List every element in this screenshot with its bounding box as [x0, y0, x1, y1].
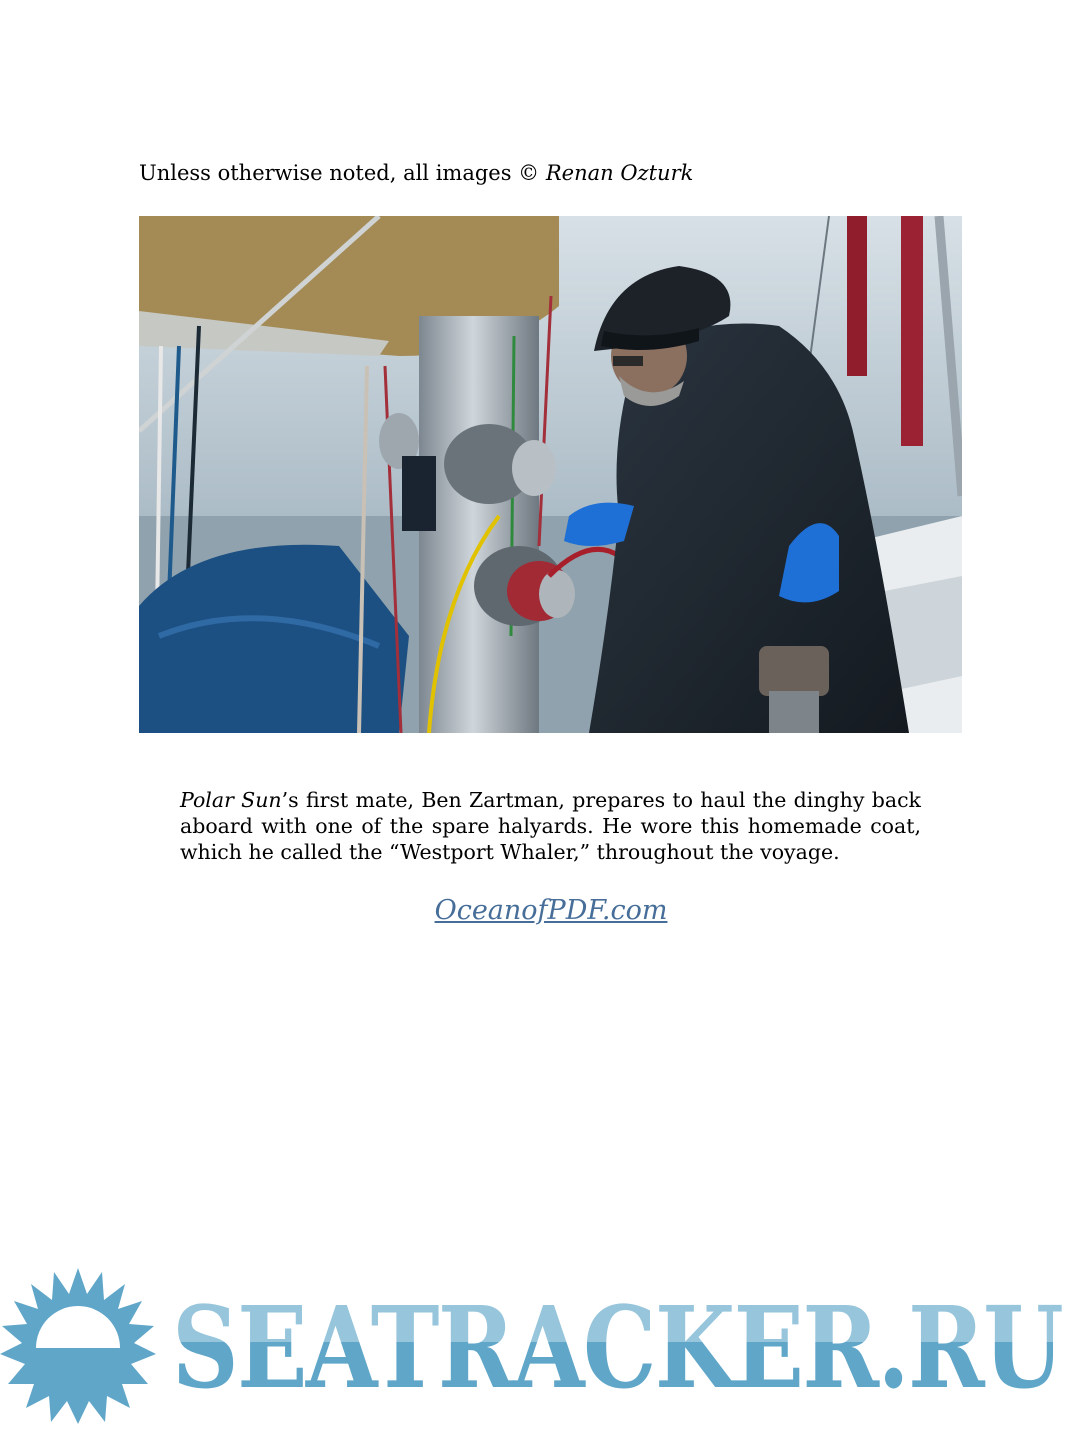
image-credit	[139, 158, 693, 188]
watermark-label: SEATRACKER.RU	[172, 1283, 1063, 1414]
sun-icon	[0, 1268, 156, 1424]
credit-photographer: © Renan Ozturk	[518, 161, 694, 185]
photo-caption	[180, 787, 921, 865]
caption-vessel-name: Polar Sun	[180, 788, 282, 812]
credit-prefix: Unless otherwise noted, all images	[139, 161, 519, 185]
photo-first-mate	[139, 216, 962, 733]
oceanofpdf-link[interactable]: OceanofPDF.com	[434, 895, 668, 926]
caption-text: ’s first mate, Ben Zartman, prepares to haul the dinghy back aboard with one of the spare halyards. He wore this homemade coat, which he called the “Westport Whaler,” throughout the voyage.	[180, 788, 921, 864]
seatracker-watermark	[0, 1262, 1080, 1425]
